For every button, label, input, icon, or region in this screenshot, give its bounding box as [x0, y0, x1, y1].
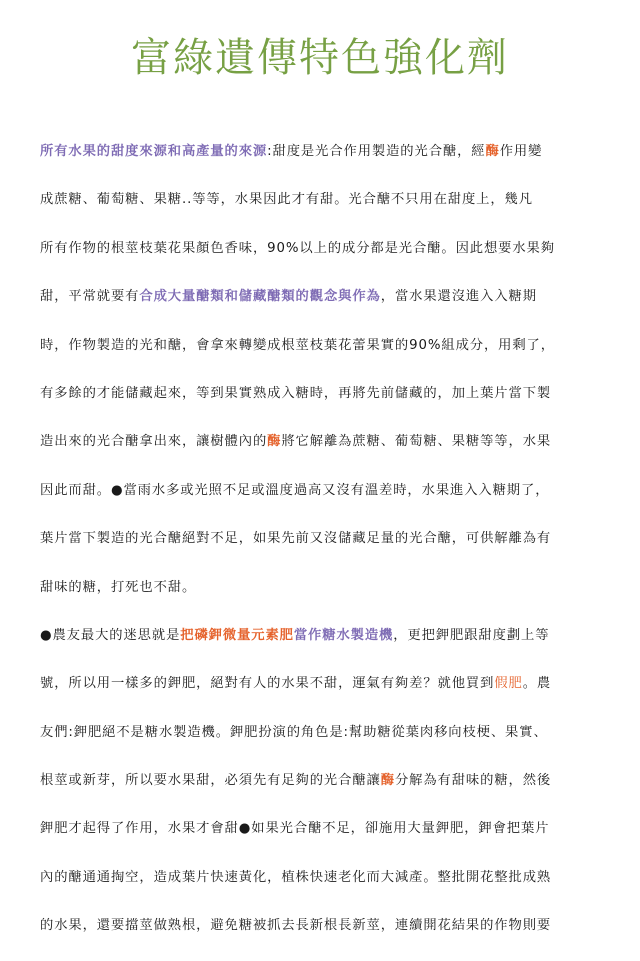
body-text: 作用變	[499, 144, 543, 159]
text-line	[40, 767, 600, 815]
purple-highlight-text: 合成大量醣類和儲藏醣類的觀念與作為	[139, 289, 381, 305]
text-line	[40, 380, 600, 428]
orange-highlight-text: 把磷鉀微量元素肥	[180, 627, 294, 643]
text-line	[40, 912, 600, 960]
body-text: 造出來的光合醣拿出來，讓樹體內的	[40, 434, 268, 450]
body-text: 友們:鉀肥絕不是糖水製造機。鉀肥扮演的角色是:幫助糖從葉肉移向枝梗、果實、	[40, 724, 548, 740]
orange-highlight-text: 酶	[485, 144, 500, 159]
body-text: 所有作物的根莖枝葉花果顏色香味，90%以上的成分都是光合醣。因此想要水果夠	[40, 240, 555, 256]
body-text: 將它解離為蔗糖、葡萄糖、果糖等等，水果	[281, 434, 552, 450]
body-text: 甜味的糖，打死也不甜。	[40, 579, 197, 595]
body-text: 甜，平常就要有	[40, 289, 140, 305]
body-text: 號，所以用一樣多的鉀肥，絕對有人的水果不甜，運氣有夠差？就他買到	[40, 676, 495, 692]
body-text: 分解為有甜味的糖，然後	[394, 773, 552, 789]
body-text: 根莖或新芽，所以要水果甜，必須先有足夠的光合醣讓	[40, 773, 381, 789]
orange-highlight-text: 酶	[267, 434, 282, 450]
body-text: 葉片當下製造的光合醣絕對不足，如果先前又沒儲藏足量的光合醣，可供解離為有	[40, 531, 552, 547]
body-text: ，更把鉀肥跟甜度劃上等	[393, 627, 550, 643]
body-text: 有多餘的才能儲藏起來，等到果實熟成入糖時，再將先前儲藏的，加上葉片當下製	[40, 385, 552, 401]
text-line	[40, 622, 600, 670]
text-line	[40, 670, 600, 718]
document-body	[40, 138, 600, 961]
text-line	[40, 332, 600, 380]
body-text: 的水果，還要擋莖做熟根，避免糖被抓去長新根長新莖，連續開花結果的作物則要	[40, 918, 552, 934]
document-title: 富綠遺傳特色強化劑	[131, 35, 509, 81]
text-line	[40, 815, 600, 863]
orange-highlight-text: 酶	[380, 773, 395, 789]
text-line	[40, 235, 600, 283]
text-line	[40, 138, 600, 186]
body-text: 。農	[522, 676, 552, 692]
body-text: :甜度是光合作用製造的光合醣，經	[267, 144, 486, 159]
text-line	[40, 574, 600, 622]
body-text: 鉀肥才起得了作用，水果才會甜●如果光合醣不足，卻施用大量鉀肥，鉀會把葉片	[40, 821, 550, 837]
text-line	[40, 864, 600, 912]
orange-highlight-text: 假肥	[494, 676, 523, 692]
text-line	[40, 525, 600, 573]
purple-highlight-text: 當作糖水製造機	[293, 627, 394, 643]
body-text: 時，作物製造的光和醣，會拿來轉變成根莖枝葉花蕾果實的90%組成分，用剩了，	[40, 337, 555, 353]
body-text: ●農友最大的迷思就是	[40, 627, 181, 643]
text-line	[40, 283, 600, 331]
text-line	[40, 477, 600, 525]
text-line	[40, 186, 600, 234]
body-text: ，當水果還沒進入入糖期	[380, 289, 537, 305]
purple-highlight-text: 所有水果的甜度來源和高產量的來源	[40, 144, 268, 159]
body-text: 成蔗糖、葡萄糖、果糖..等等，水果因此才有甜。光合醣不只用在甜度上，幾凡	[40, 192, 533, 208]
text-line	[40, 719, 600, 767]
text-line	[40, 428, 600, 476]
body-text: 因此而甜。●當雨水多或光照不足或溫度過高又沒有溫差時，水果進入入糖期了，	[40, 482, 550, 498]
body-text: 內的醣通通掏空，造成葉片快速黃化，植株快速老化而大減產。整批開花整批成熟	[40, 869, 552, 885]
